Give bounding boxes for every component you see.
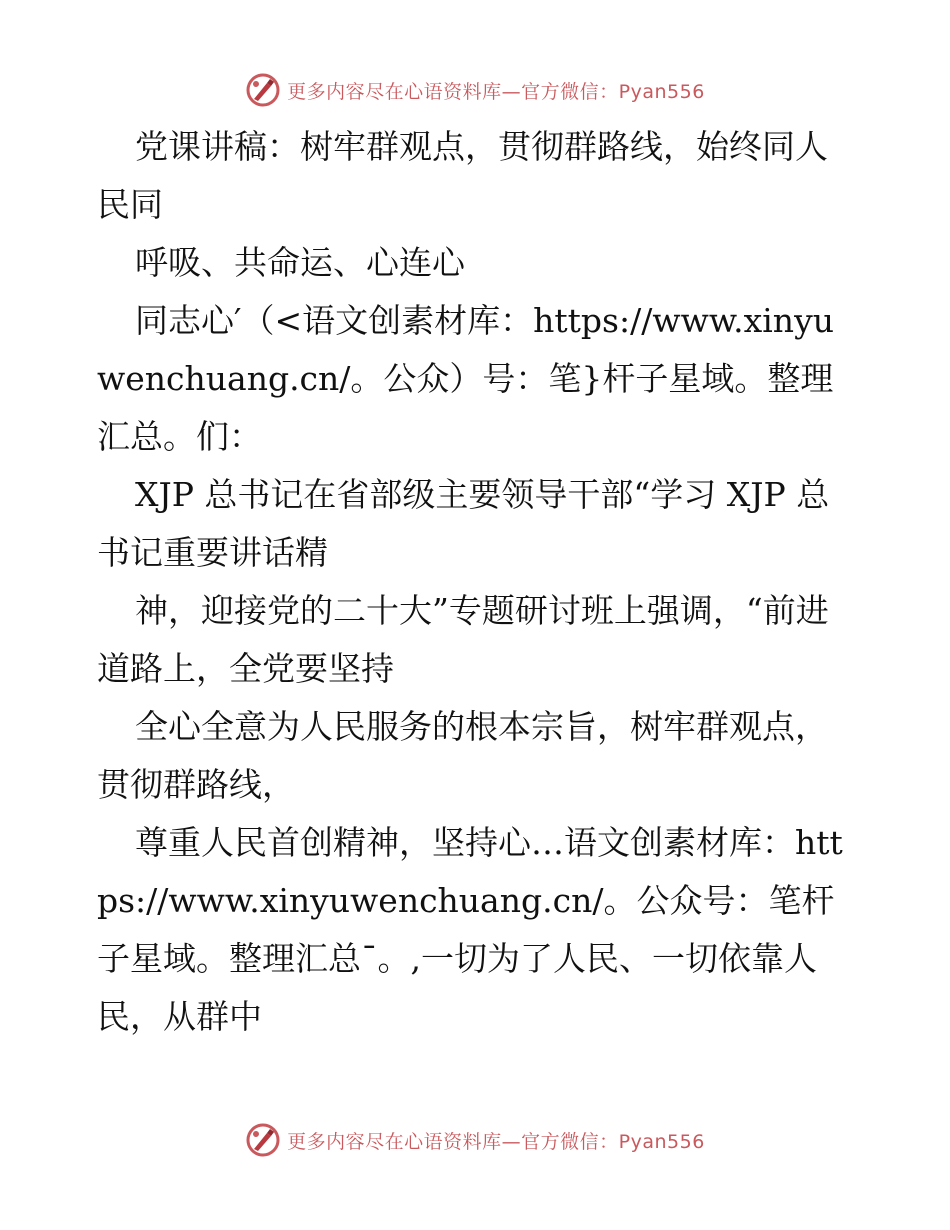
document-body: [97, 118, 857, 1046]
pen-logo-icon: [245, 1122, 281, 1158]
watermark-text: 更多内容尽在心语资料库—官方微信：Pyan556: [287, 80, 705, 103]
paragraph: XJP 总书记在省部级主要领导干部“学习 XJP 总书记重要讲话精: [97, 475, 830, 572]
paragraph: 同志心′（<语文创素材库：https://www.xinyuwenchuang.cn/。公众）号：笔}杆子星域。整理汇总。们：: [97, 301, 834, 456]
pen-logo-icon: [245, 72, 281, 108]
paragraph-title: 党课讲稿：树牢群观点，贯彻群路线，始终同人民同: [97, 127, 828, 224]
footer-watermark: [0, 1120, 950, 1160]
paragraph: 神，迎接党的二十大”专题研讨班上强调，“前进道路上，全党要坚持: [97, 591, 829, 688]
paragraph: 尊重人民首创精神，坚持心…语文创素材库：https://www.xinyuwenchuang.cn/。公众号：笔杆子星域。整理汇总¯。,一切为了人民、一切依靠人民，从群中: [97, 823, 843, 1036]
watermark-text: 更多内容尽在心语资料库—官方微信：Pyan556: [287, 1130, 705, 1153]
paragraph: 呼吸、共命运、心连心: [135, 243, 465, 282]
header-watermark: [0, 70, 950, 110]
paragraph: 全心全意为人民服务的根本宗旨，树牢群观点，贯彻群路线，: [97, 707, 828, 804]
